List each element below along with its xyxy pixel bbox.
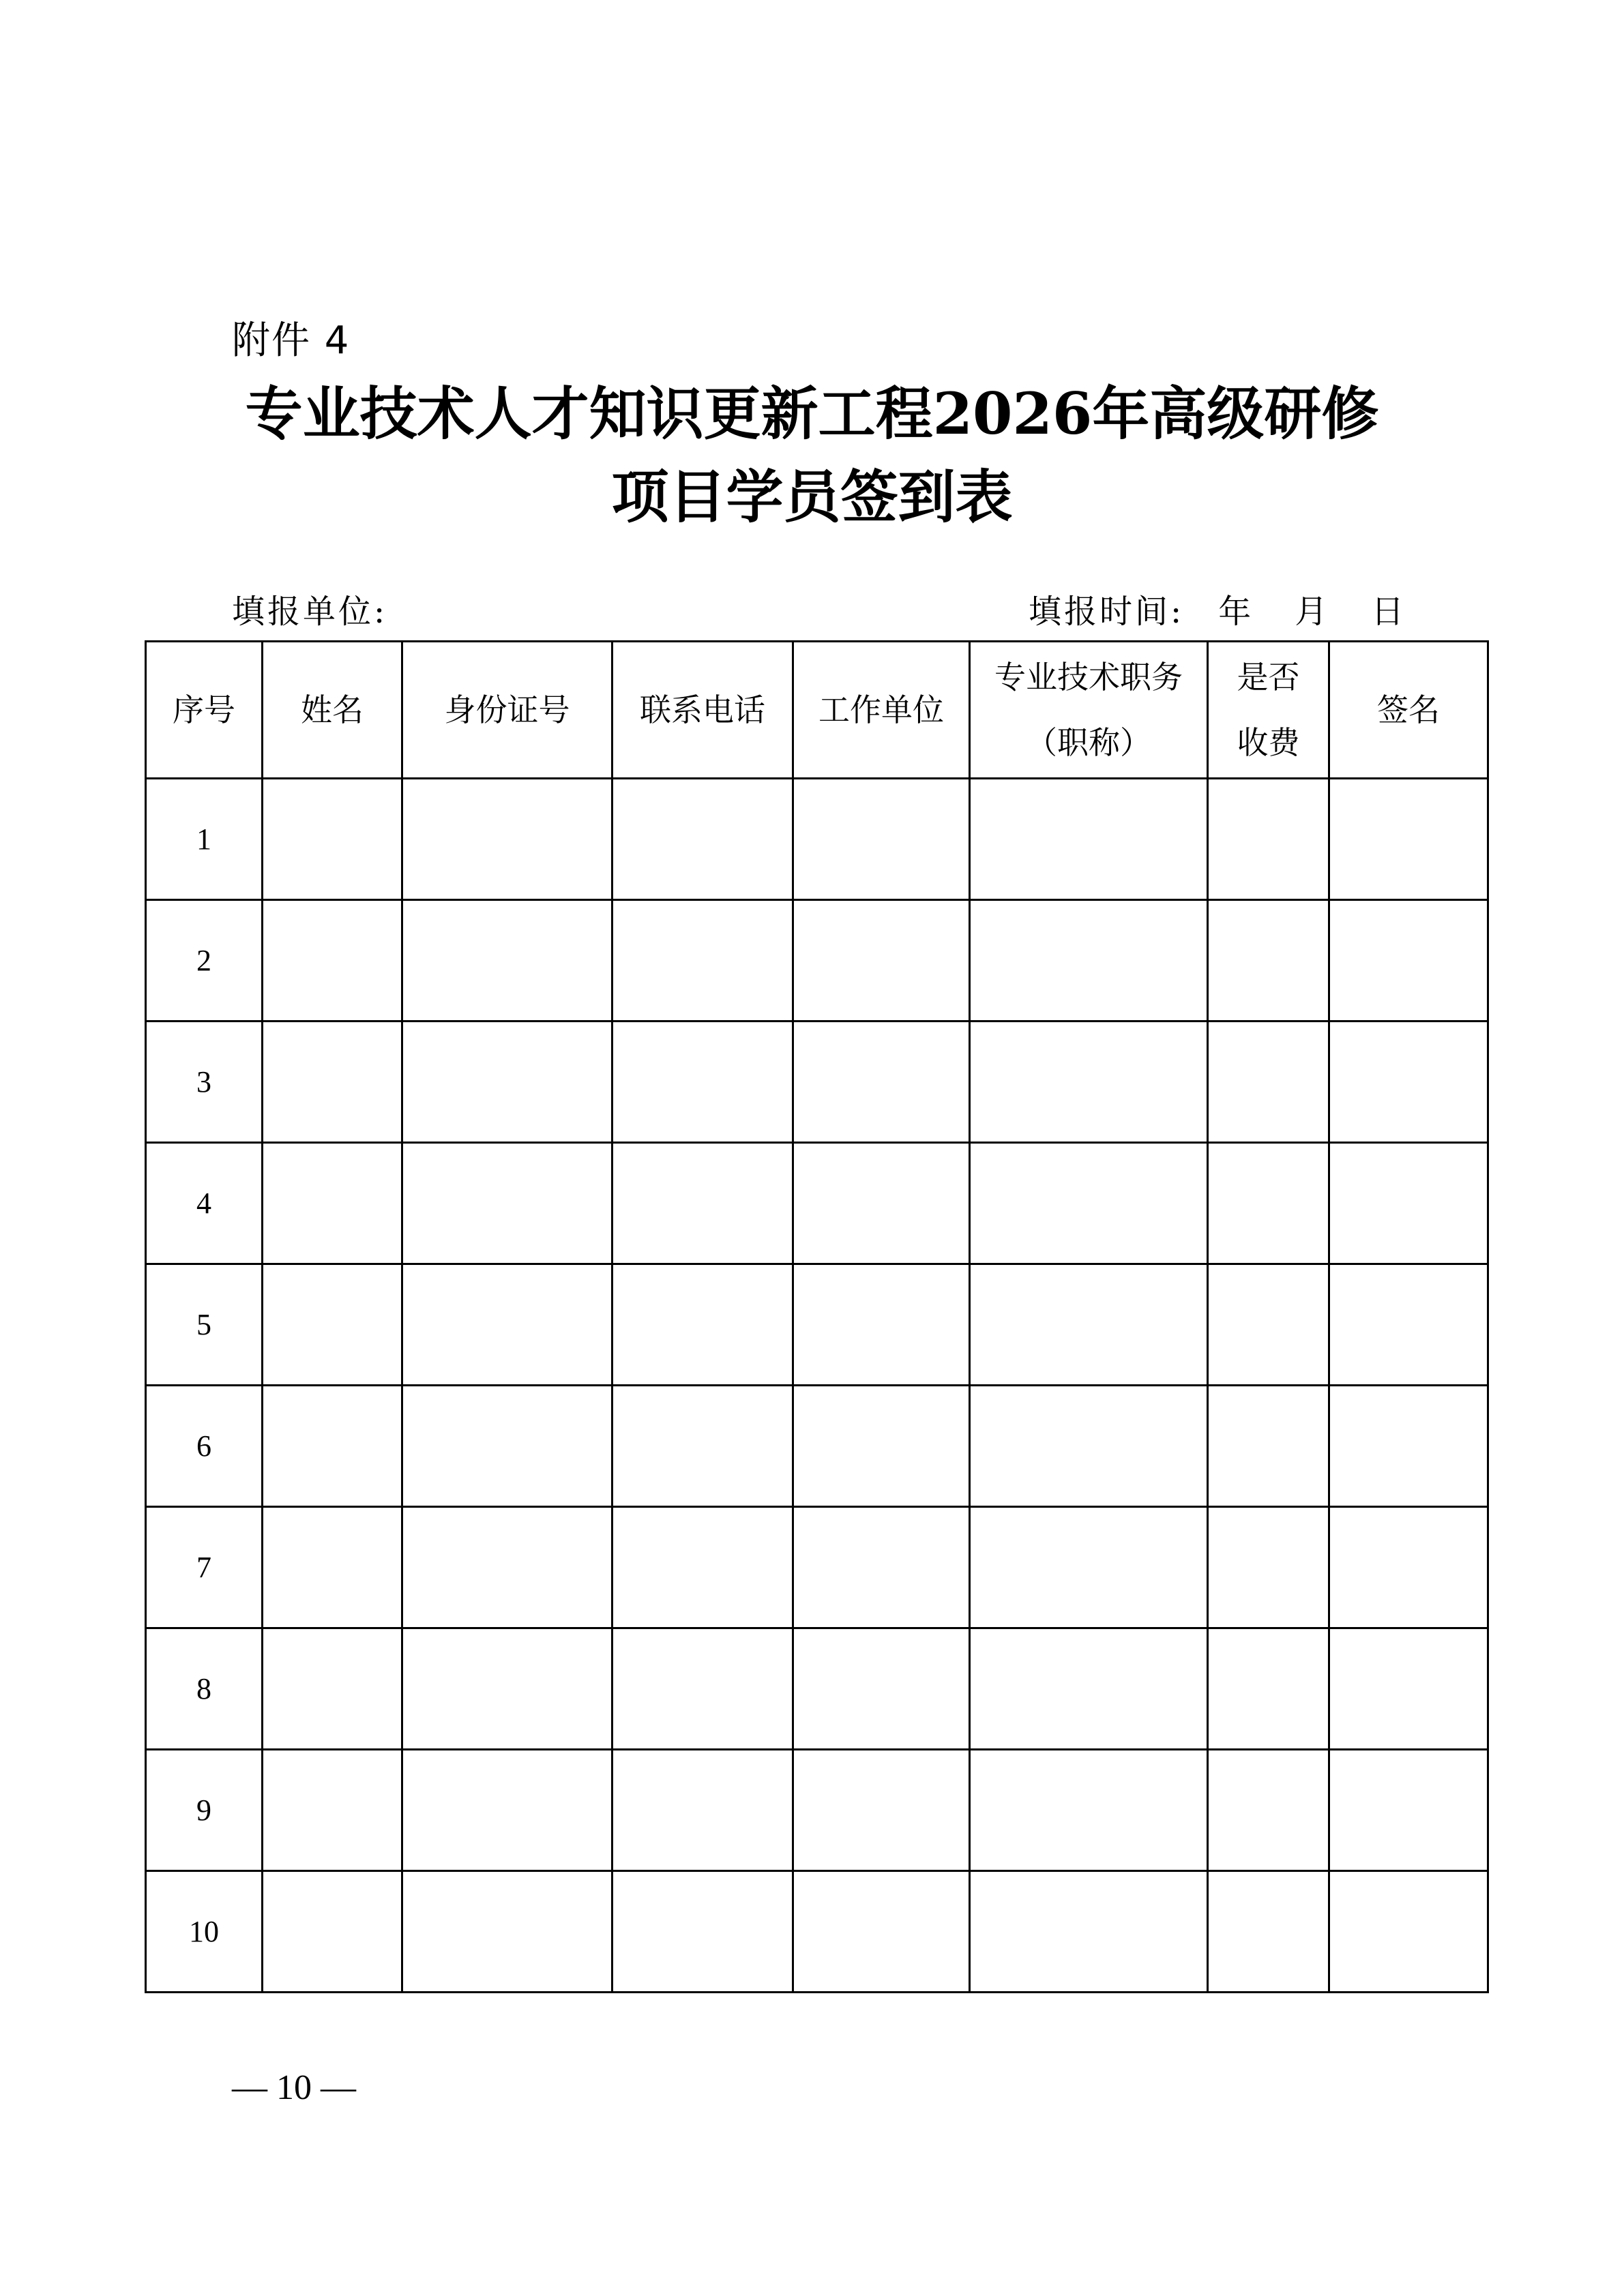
name-cell[interactable] [263, 1386, 402, 1507]
row-number: 1 [146, 779, 263, 900]
table-header-row [146, 642, 1488, 779]
work-unit-cell[interactable] [793, 1022, 970, 1143]
row-number: 10 [146, 1871, 263, 1993]
sign-in-table [145, 640, 1489, 1993]
id-number-cell[interactable] [402, 1022, 612, 1143]
table-row [146, 1022, 1488, 1143]
id-number-cell[interactable] [402, 1628, 612, 1750]
phone-cell[interactable] [612, 1143, 793, 1264]
table-row [146, 1871, 1488, 1993]
work-unit-cell[interactable] [793, 1507, 970, 1628]
work-unit-cell[interactable] [793, 900, 970, 1022]
professional-title-cell[interactable] [970, 1871, 1208, 1993]
name-cell[interactable] [263, 779, 402, 900]
name-cell[interactable] [263, 1507, 402, 1628]
header-professional-title-line-1: 专业技术职务 [994, 659, 1183, 696]
footer-dash-left: — [232, 2068, 276, 2107]
header-signature: 签名 [1329, 642, 1488, 779]
professional-title-cell[interactable] [970, 1022, 1208, 1143]
header-fee [1208, 642, 1329, 779]
fee-cell[interactable] [1208, 779, 1329, 900]
work-unit-cell[interactable] [793, 1143, 970, 1264]
name-cell[interactable] [263, 900, 402, 1022]
table-row [146, 1628, 1488, 1750]
row-number: 2 [146, 900, 263, 1022]
professional-title-cell[interactable] [970, 1628, 1208, 1750]
phone-cell[interactable] [612, 900, 793, 1022]
work-unit-cell[interactable] [793, 1264, 970, 1386]
signature-cell[interactable] [1329, 779, 1488, 900]
signature-cell[interactable] [1329, 1143, 1488, 1264]
id-number-cell[interactable] [402, 1143, 612, 1264]
fee-cell[interactable] [1208, 1628, 1329, 1750]
table-row [146, 779, 1488, 900]
table-row [146, 1750, 1488, 1871]
id-number-cell[interactable] [402, 1750, 612, 1871]
professional-title-cell[interactable] [970, 1750, 1208, 1871]
name-cell[interactable] [263, 1143, 402, 1264]
fee-cell[interactable] [1208, 1507, 1329, 1628]
footer-dash-right: — [312, 2068, 356, 2107]
attachment-label: 附件 4 [232, 318, 351, 363]
phone-cell[interactable] [612, 779, 793, 900]
id-number-cell[interactable] [402, 1507, 612, 1628]
signature-cell[interactable] [1329, 1386, 1488, 1507]
phone-cell[interactable] [612, 1264, 793, 1386]
header-name: 姓名 [263, 642, 402, 779]
professional-title-cell[interactable] [970, 1386, 1208, 1507]
table-row [146, 1386, 1488, 1507]
id-number-cell[interactable] [402, 1871, 612, 1993]
id-number-cell[interactable] [402, 1264, 612, 1386]
signature-cell[interactable] [1329, 900, 1488, 1022]
row-number: 4 [146, 1143, 263, 1264]
document-title-line-1: 专业技术人才知识更新工程2026年高级研修 [245, 380, 1379, 447]
phone-cell[interactable] [612, 1386, 793, 1507]
signature-cell[interactable] [1329, 1022, 1488, 1143]
name-cell[interactable] [263, 1871, 402, 1993]
phone-cell[interactable] [612, 1507, 793, 1628]
name-cell[interactable] [263, 1628, 402, 1750]
professional-title-cell[interactable] [970, 1143, 1208, 1264]
work-unit-cell[interactable] [793, 1750, 970, 1871]
row-number: 9 [146, 1750, 263, 1871]
row-number: 3 [146, 1022, 263, 1143]
signature-cell[interactable] [1329, 1628, 1488, 1750]
fee-cell[interactable] [1208, 1143, 1329, 1264]
fee-cell[interactable] [1208, 1022, 1329, 1143]
header-work-unit: 工作单位 [793, 642, 970, 779]
page-number: 10 [276, 2068, 312, 2107]
fill-day-label: 日 [1371, 593, 1407, 631]
fill-time-label: 填报时间: [1029, 593, 1185, 631]
header-phone: 联系电话 [612, 642, 793, 779]
row-number: 7 [146, 1507, 263, 1628]
signature-cell[interactable] [1329, 1750, 1488, 1871]
header-fee-line-2: 收费 [1237, 724, 1300, 761]
signature-cell[interactable] [1329, 1507, 1488, 1628]
fill-month-label: 月 [1295, 593, 1331, 631]
row-number: 5 [146, 1264, 263, 1386]
signature-cell[interactable] [1329, 1871, 1488, 1993]
phone-cell[interactable] [612, 1750, 793, 1871]
fill-unit-label: 填报单位: [232, 593, 388, 631]
work-unit-cell[interactable] [793, 1871, 970, 1993]
row-number: 6 [146, 1386, 263, 1507]
phone-cell[interactable] [612, 1628, 793, 1750]
phone-cell[interactable] [612, 1871, 793, 1993]
table-row [146, 900, 1488, 1022]
phone-cell[interactable] [612, 1022, 793, 1143]
id-number-cell[interactable] [402, 779, 612, 900]
id-number-cell[interactable] [402, 900, 612, 1022]
fill-time-group [1029, 588, 1406, 636]
row-number: 8 [146, 1628, 263, 1750]
fill-year-label: 年 [1218, 593, 1254, 631]
id-number-cell[interactable] [402, 1386, 612, 1507]
header-seq: 序号 [146, 642, 263, 779]
professional-title-cell[interactable] [970, 900, 1208, 1022]
fee-cell[interactable] [1208, 1264, 1329, 1386]
work-unit-cell[interactable] [793, 779, 970, 900]
signature-cell[interactable] [1329, 1264, 1488, 1386]
fee-cell[interactable] [1208, 1871, 1329, 1993]
name-cell[interactable] [263, 1750, 402, 1871]
table-row [146, 1143, 1488, 1264]
professional-title-cell[interactable] [970, 779, 1208, 900]
page-footer [232, 2061, 356, 2115]
fee-cell[interactable] [1208, 1386, 1329, 1507]
fee-cell[interactable] [1208, 1750, 1329, 1871]
name-cell[interactable] [263, 1264, 402, 1386]
name-cell[interactable] [263, 1022, 402, 1143]
professional-title-cell[interactable] [970, 1264, 1208, 1386]
fee-cell[interactable] [1208, 900, 1329, 1022]
work-unit-cell[interactable] [793, 1628, 970, 1750]
header-professional-title-line-2: （职称） [1026, 724, 1151, 761]
table-row [146, 1264, 1488, 1386]
header-fee-line-1: 是否 [1237, 659, 1300, 696]
header-professional-title [970, 642, 1208, 779]
work-unit-cell[interactable] [793, 1386, 970, 1507]
document-title-line-2: 项目学员签到表 [611, 463, 1013, 531]
header-id-number: 身份证号 [402, 642, 612, 779]
professional-title-cell[interactable] [970, 1507, 1208, 1628]
table-row [146, 1507, 1488, 1628]
